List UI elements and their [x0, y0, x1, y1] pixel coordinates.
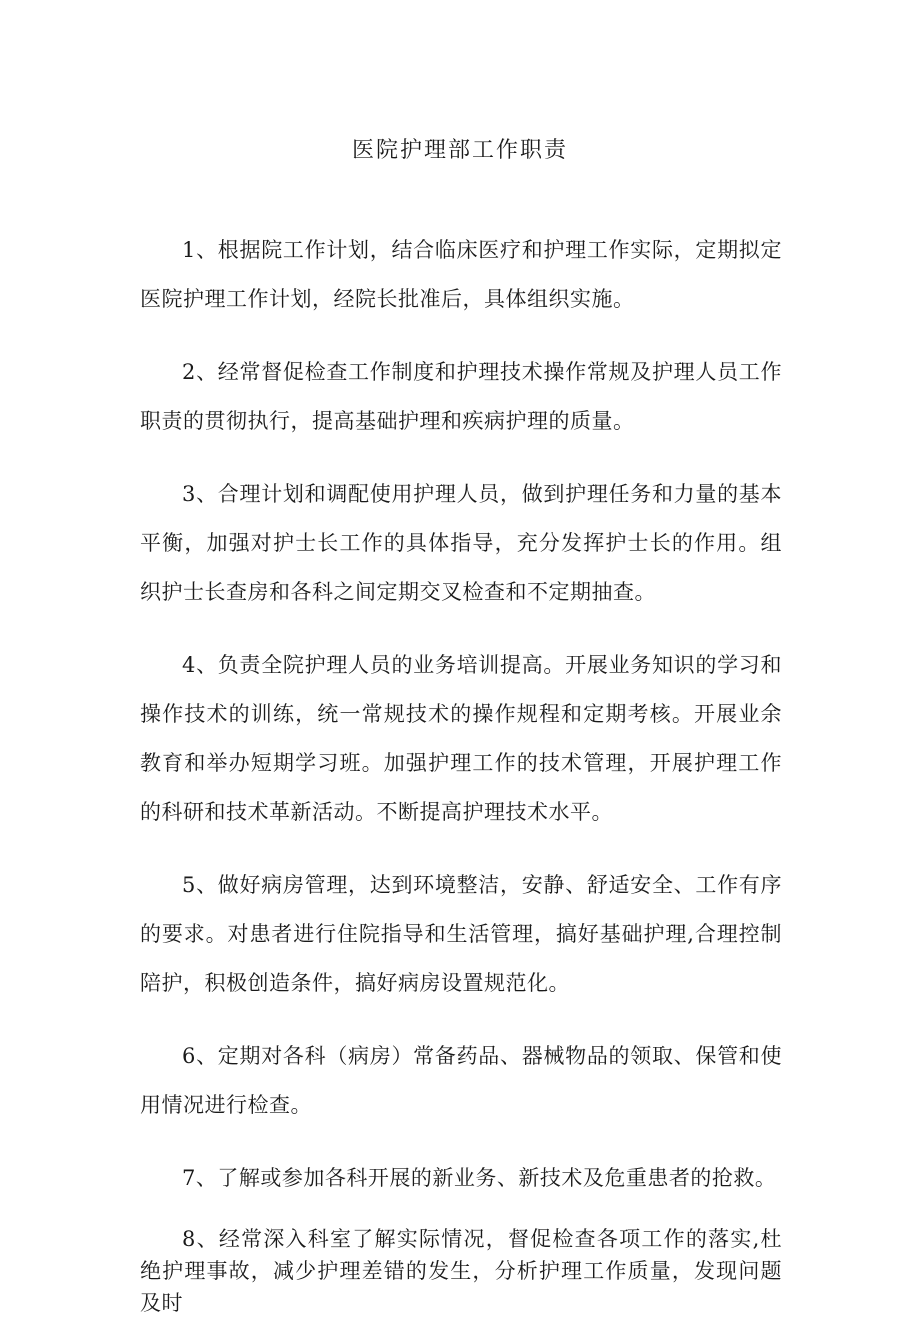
paragraph-2: 2、经常督促检查工作制度和护理技术操作常规及护理人员工作职责的贯彻执行，提高基础护理和疾病护理的质量。 — [140, 360, 782, 433]
paragraph-1: 1、根据院工作计划，结合临床医疗和护理工作实际，定期拟定医院护理工作计划，经院长批准后，具体组织实施。 — [140, 238, 782, 311]
paragraph-8: 8、经常深入科室了解实际情况，督促检查各项工作的落实,杜绝护理事故，减少护理差错的发生，分析护理工作质量，发现问题及时 — [140, 1227, 782, 1315]
document-title: 医院护理部工作职责 — [351, 138, 568, 163]
paragraph-3: 3、合理计划和调配使用护理人员，做到护理任务和力量的基本平衡，加强对护士长工作的具体指导，充分发挥护士长的作用。组织护士长查房和各科之间定期交叉检查和不定期抽查。 — [140, 482, 782, 604]
paragraph-6: 6、定期对各科（病房）常备药品、器械物品的领取、保管和使用情况进行检查。 — [140, 1044, 782, 1117]
paragraph-4: 4、负责全院护理人员的业务培训提高。开展业务知识的学习和操作技术的训练，统一常规技术的操作规程和定期考核。开展业余教育和举办短期学习班。加强护理工作的技术管理，开展护理工作的科研和技术革新活动。不断提高护理技术水平。 — [140, 653, 782, 824]
paragraph-5: 5、做好病房管理，达到环境整洁，安静、舒适安全、工作有序的要求。对患者进行住院指导和生活管理，搞好基础护理,合理控制陪护，积极创造条件，搞好病房设置规范化。 — [140, 873, 782, 995]
document-body — [140, 226, 782, 1343]
paragraph-7: 7、了解或参加各科开展的新业务、新技术及危重患者的抢救。 — [182, 1166, 777, 1190]
